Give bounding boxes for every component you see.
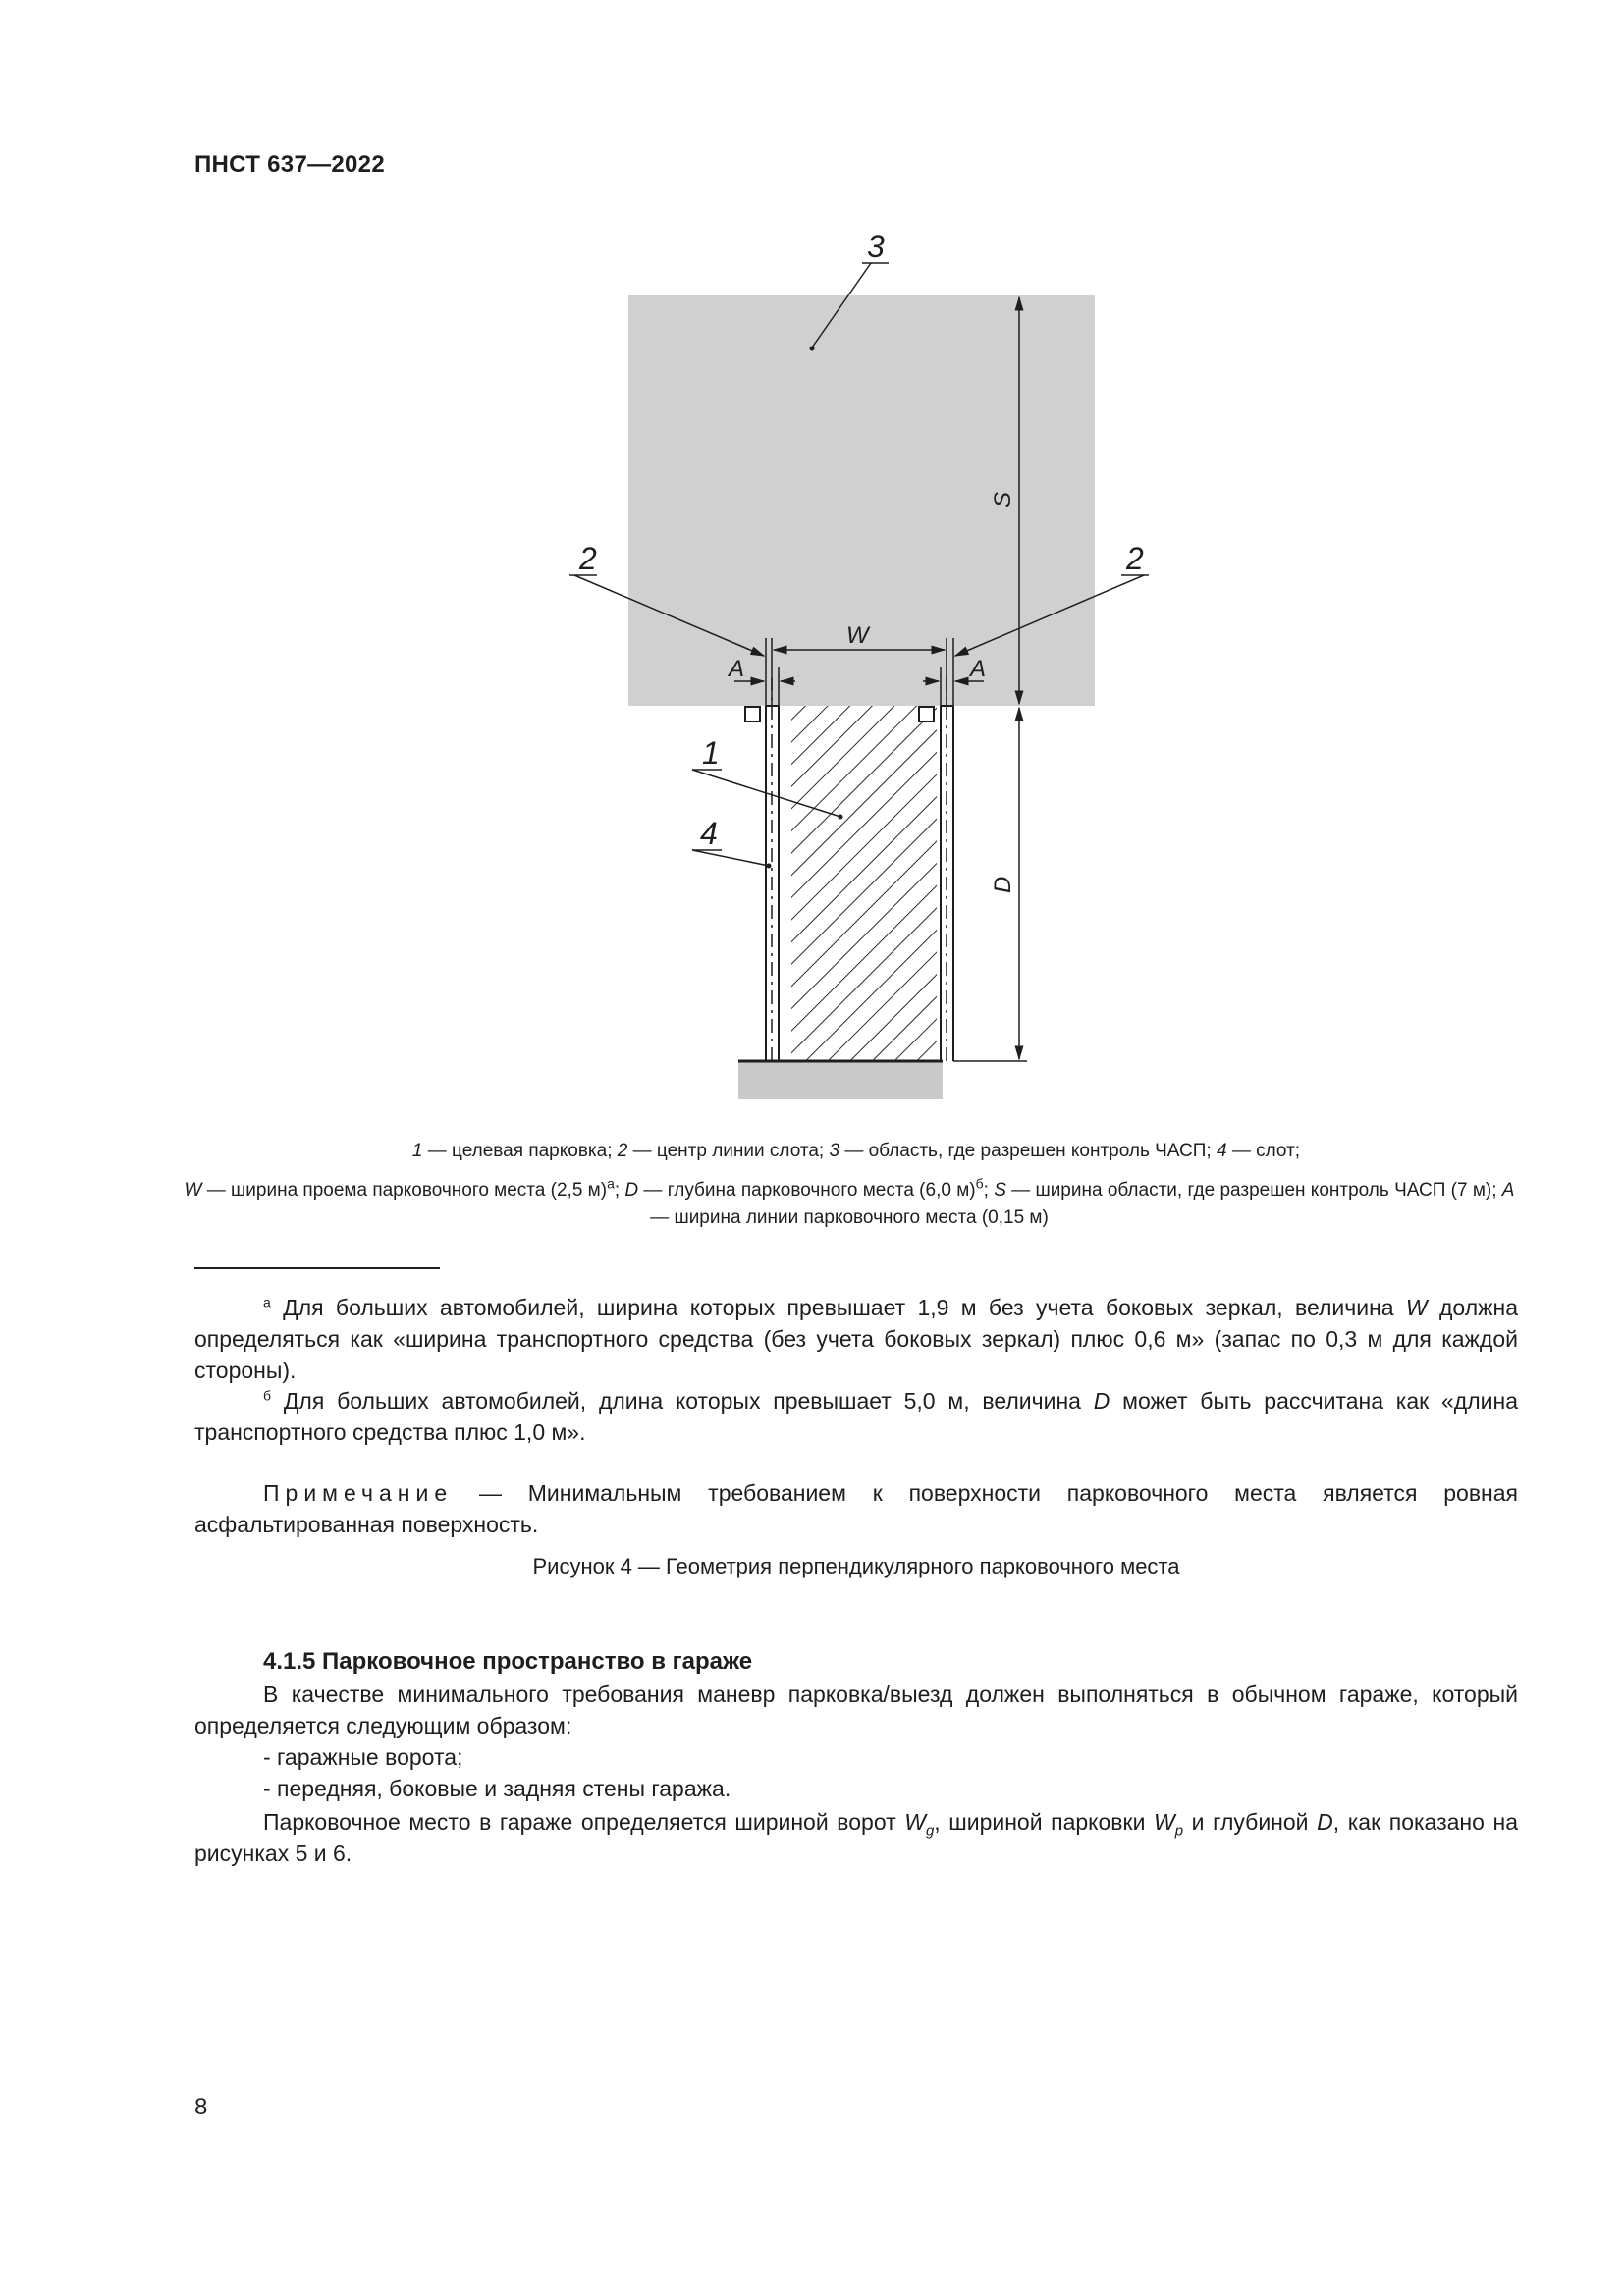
ground-strip	[738, 1060, 943, 1099]
label-2-right: 2	[1126, 541, 1144, 576]
a-dimension-label-right: A	[970, 656, 987, 682]
label-4: 4	[700, 816, 718, 851]
document-header: ПНСТ 637—2022	[194, 151, 385, 178]
s-dimension-label: S	[990, 491, 1016, 507]
list-item: - передняя, боковые и задняя стены гаража.	[263, 1776, 731, 1801]
leader-4	[692, 850, 769, 866]
figure-title: Рисунок 4 — Геометрия перпендикулярного парковочного места	[532, 1554, 1180, 1578]
parking-geometry-figure	[0, 0, 1624, 1109]
section-paragraph-2: Парковочное место в гараже определяется шириной ворот $W_g$, шириной парковки $W_p$ и глубиной D, как показано на рисунках 5 и 6.	[194, 1809, 1518, 1866]
footnote-a: $^а$ Для больших автомобилей, ширина которых превышает 1,9 м без учета боковых зеркал, величина W должна определяться как «ширина транспортного средства (без учета боковых зеркал) плюс 0,6 м» (запас по 0,3 м для каждой стороны).	[194, 1294, 1518, 1383]
label-3: 3	[867, 229, 885, 264]
marker-square-left	[745, 707, 760, 721]
slot-line-right	[941, 677, 953, 1061]
list-item: - гаражные ворота;	[263, 1744, 463, 1770]
figure-legend-line1: 1 — целевая парковка; 2 — центр линии слота; 3 — область, где разрешен контроль ЧАСП; 4 — слот;	[411, 1141, 1301, 1161]
page-number: 8	[194, 2094, 208, 2120]
a-dimension-label-left: A	[729, 656, 745, 682]
slot-line-left	[766, 677, 779, 1061]
section-heading: 4.1.5 Парковочное пространство в гараже	[263, 1648, 753, 1675]
label-2-left: 2	[579, 541, 597, 576]
figure-legend-line2: W — ширина проема парковочного места (2,5 м)$^а$; D — глубина парковочного места (6,0 м)$^б$; S — ширина области, где разрешен контроль ЧАСП (7 м); A — ширина линии парковочного места (0,15 м)	[184, 1175, 1515, 1228]
footnote-b: $^б$ Для больших автомобилей, длина которых превышает 5,0 м, величина D может быть рассчитана как «длина транспортного средства плюс 1,0 м».	[194, 1387, 1518, 1445]
label-1: 1	[702, 735, 720, 771]
d-dimension-label: D	[990, 876, 1016, 893]
w-dimension-label: W	[846, 622, 869, 649]
figure-note: Примечание — Минимальным требованием к поверхности парковочного места является ровная асфальтированная поверхность.	[194, 1480, 1518, 1537]
section-paragraph-1: В качестве минимального требования маневр парковка/выезд должен выполняться в обычном гараже, который определяется следующим образом:	[194, 1682, 1518, 1738]
footnote-divider	[194, 1267, 440, 1269]
target-parking-area	[791, 706, 937, 1060]
marker-square-right	[919, 707, 934, 721]
